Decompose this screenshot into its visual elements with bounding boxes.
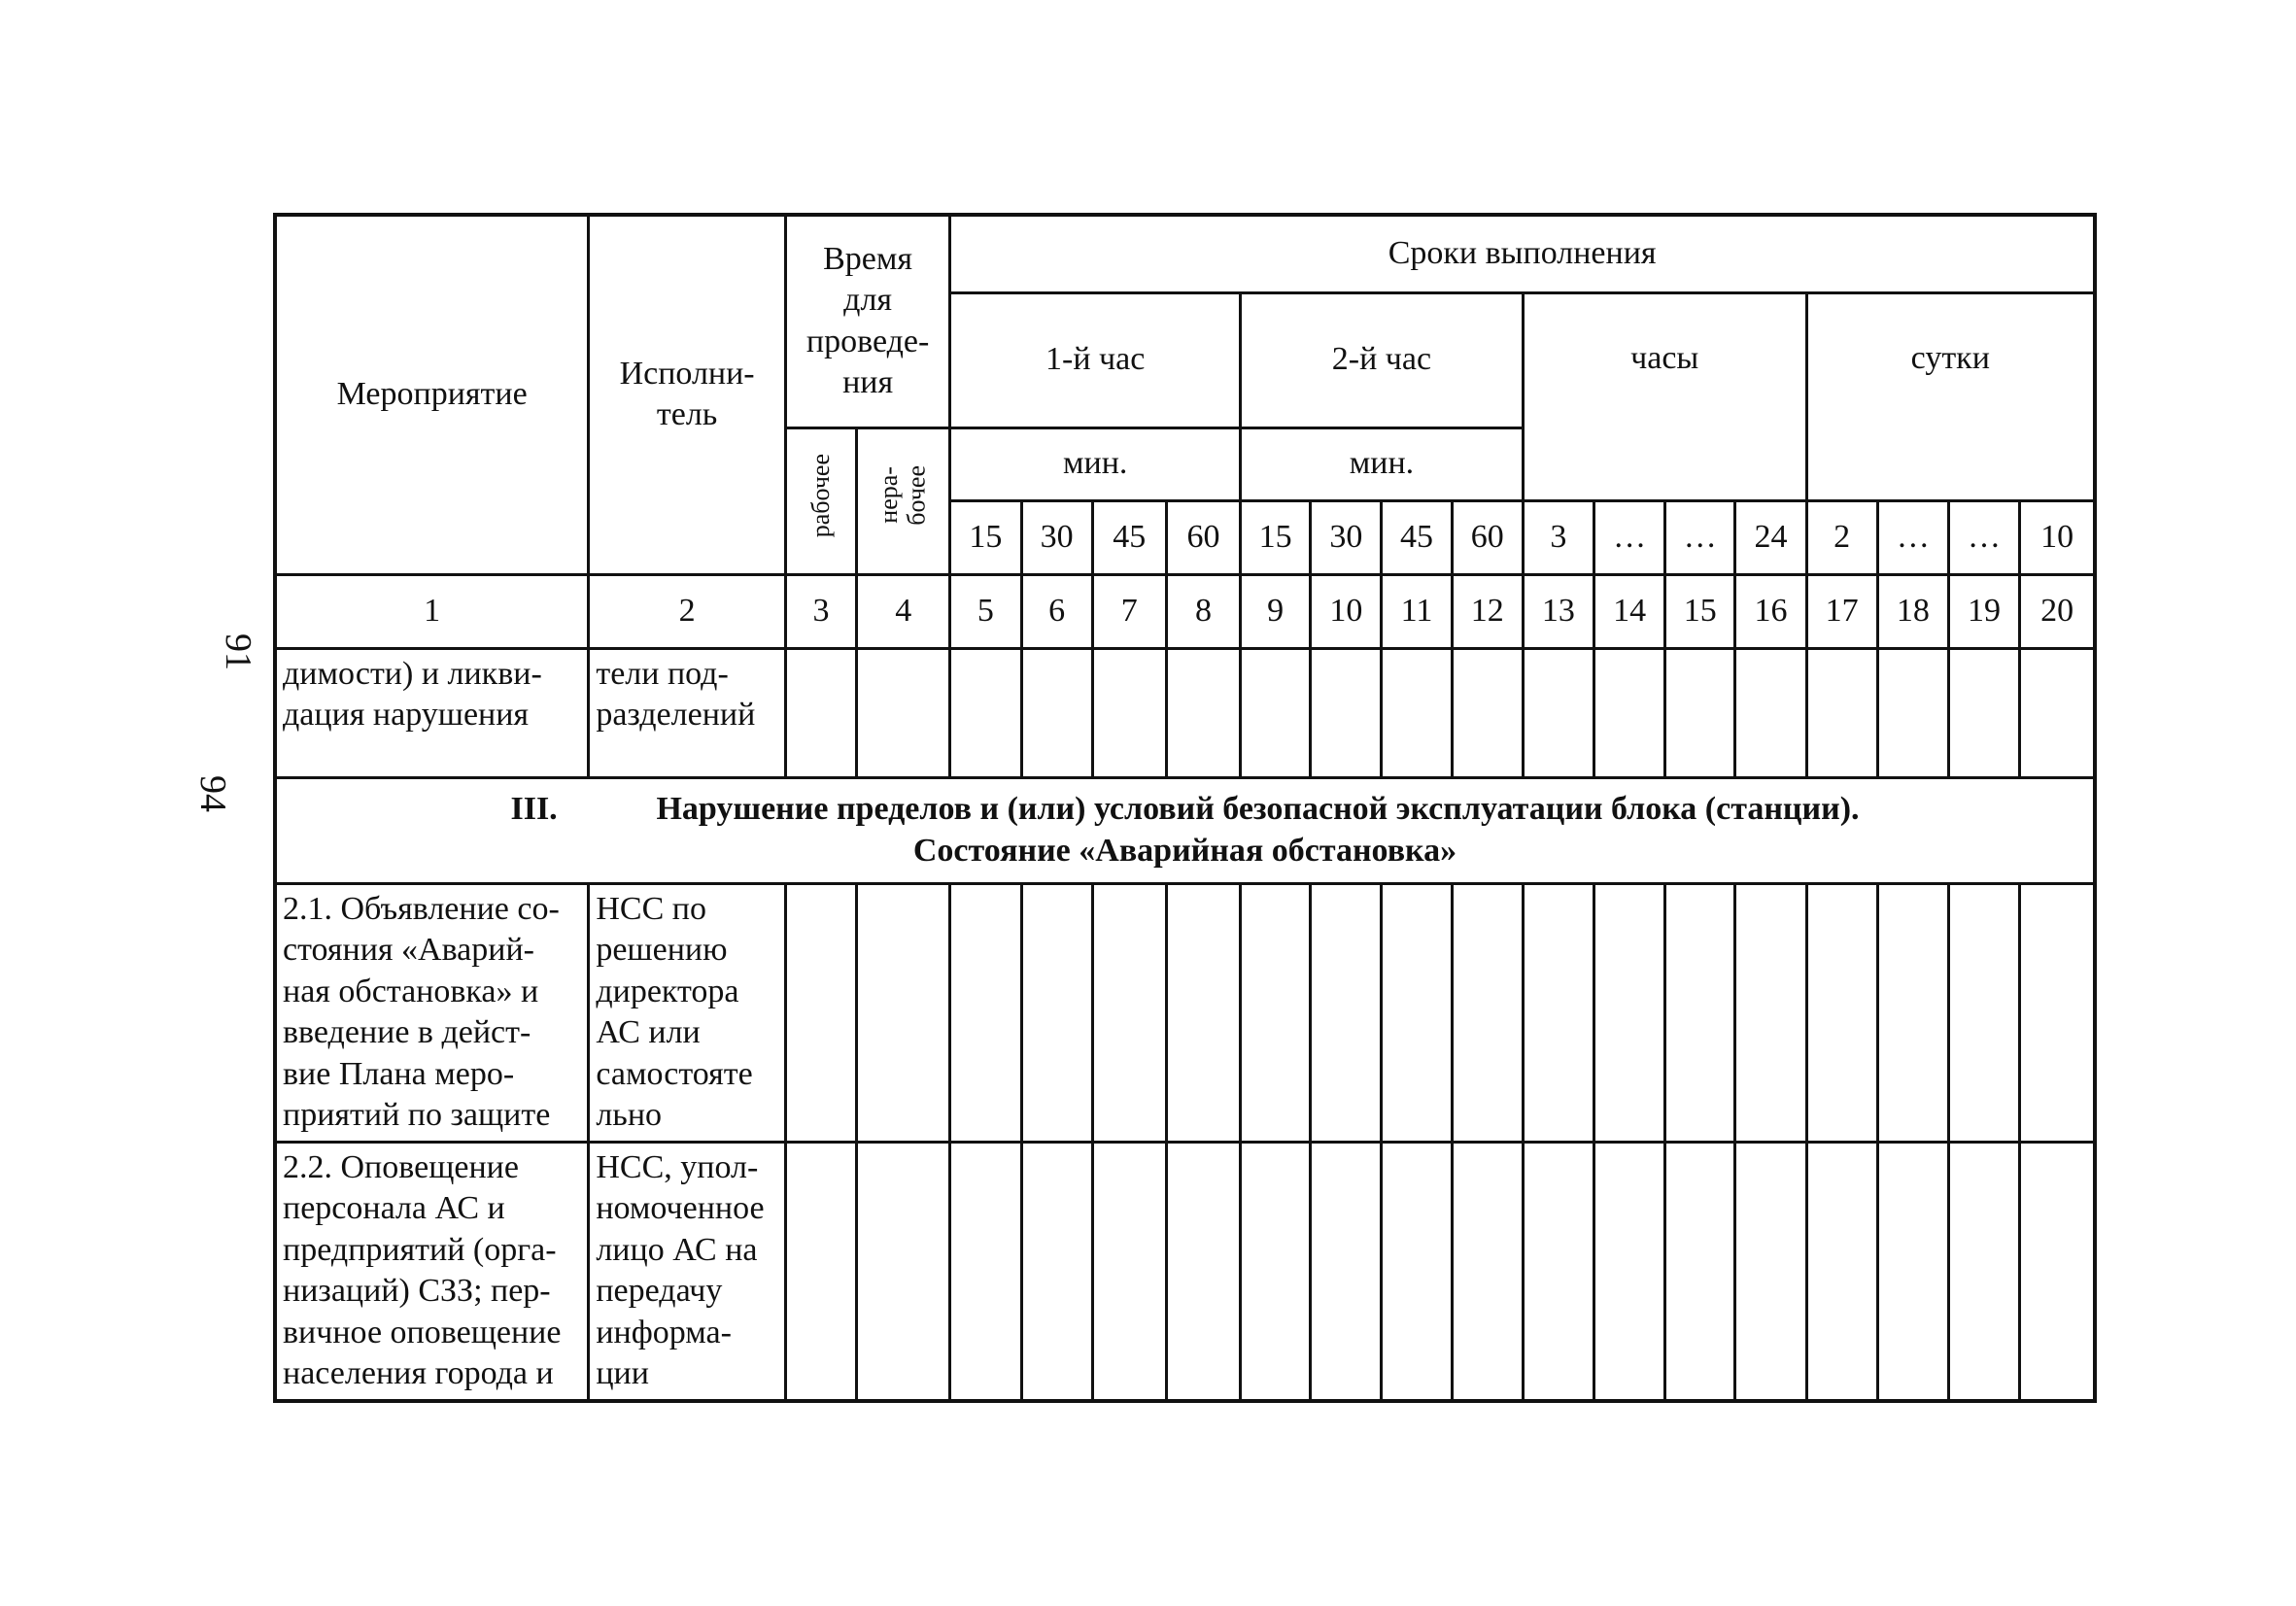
column-number: 7 [1092,574,1166,648]
tick: … [1948,500,2019,574]
cell [1241,1142,1311,1401]
row-executor: НСС, упол- номоченное лицо АС на передачу информа- ции [589,1142,786,1401]
tick: … [1877,500,1948,574]
page-number-94: 94 [192,775,233,812]
cell [1665,883,1735,1142]
column-number: 14 [1594,574,1665,648]
cell [1382,883,1452,1142]
cell [1948,1142,2019,1401]
header-time: Время для проведе- ния [785,215,949,427]
section-title-2: Состояние «Аварийная обстановка» [912,832,1457,869]
cell [1806,648,1877,777]
cell [1735,883,1806,1142]
header-working-text: рабочее [805,453,835,537]
row-executor: НСС по решению директора АС или самостояте льно [589,883,786,1142]
cell [1092,648,1166,777]
action-plan-table [273,213,2097,1403]
tick: 15 [950,500,1021,574]
cell [1021,648,1092,777]
cell [1092,883,1166,1142]
table-row [275,648,2095,777]
cell [1877,648,1948,777]
cell [950,648,1021,777]
header-nonworking [857,427,950,574]
cell [857,648,950,777]
cell [1665,1142,1735,1401]
column-number: 3 [785,574,856,648]
header-min2: мин. [1241,427,1524,500]
tick: 15 [1241,500,1311,574]
cell [1021,883,1092,1142]
column-number: 10 [1311,574,1382,648]
header-activity-text: Мероприятие [336,376,528,412]
row-activity: 2.2. Оповещение персонала АС и предприятий (орга- низаций) СЗЗ; пер- вичное оповещение населения города и [275,1142,589,1401]
cell [1523,883,1593,1142]
cell [1594,883,1665,1142]
cell [857,883,950,1142]
row-executor: тели под- разделений [589,648,786,777]
cell [1452,1142,1523,1401]
cell [2020,1142,2095,1401]
cell [1311,883,1382,1142]
tick: 24 [1735,500,1806,574]
cell [1948,883,2019,1142]
tick: 10 [2020,500,2095,574]
cell [1735,648,1806,777]
header-activity [275,215,589,574]
table-row [275,1142,2095,1401]
column-number: 13 [1523,574,1593,648]
cell [1241,883,1311,1142]
cell [1665,648,1735,777]
tick: 45 [1092,500,1166,574]
tick: 60 [1452,500,1523,574]
cell [1806,883,1877,1142]
column-number: 15 [1665,574,1735,648]
cell [785,883,856,1142]
cell [785,648,856,777]
column-number: 16 [1735,574,1806,648]
column-number: 5 [950,574,1021,648]
cell [1523,1142,1593,1401]
section-heading [275,777,2095,883]
column-number: 9 [1241,574,1311,648]
tick: … [1665,500,1735,574]
header-executor: Исполни- тель [589,215,786,574]
tick: 3 [1523,500,1593,574]
column-number: 12 [1452,574,1523,648]
cell [1166,883,1240,1142]
row-activity: димости) и ликви- дация нарушения [275,648,589,777]
column-number: 18 [1877,574,1948,648]
cell [1594,648,1665,777]
cell [1382,648,1452,777]
table-row [275,883,2095,1142]
header-nonworking-text: нера- бочее [874,464,931,526]
cell [1452,883,1523,1142]
cell [1594,1142,1665,1401]
section-row [275,777,2095,883]
row-activity: 2.1. Объявление со- стояния «Аварий- ная обстановка» и введение в дейст- вие Плана меро- приятий по защите [275,883,589,1142]
header-hours: часы [1523,292,1806,500]
cell [950,1142,1021,1401]
header-days: сутки [1806,292,2095,500]
cell [1382,1142,1452,1401]
column-number: 17 [1806,574,1877,648]
column-number: 2 [589,574,786,648]
header-min1: мин. [950,427,1241,500]
column-number: 4 [857,574,950,648]
cell [950,883,1021,1142]
column-number: 6 [1021,574,1092,648]
header-hour1: 1-й час [950,292,1241,427]
tick: … [1594,500,1665,574]
header-working [785,427,856,574]
cell [1021,1142,1092,1401]
page-number-91: 91 [218,633,258,670]
cell [857,1142,950,1401]
column-number: 1 [275,574,589,648]
cell [1311,648,1382,777]
header-hour2: 2-й час [1241,292,1524,427]
cell [1166,648,1240,777]
section-title-1: Нарушение пределов и (или) условий безопасной эксплуатации блока (станции). [656,791,1860,827]
cell [1092,1142,1166,1401]
tick: 60 [1166,500,1240,574]
cell [1241,648,1311,777]
cell [1523,648,1593,777]
column-number: 20 [2020,574,2095,648]
cell [1877,883,1948,1142]
cell [1735,1142,1806,1401]
section-number: III. [510,791,558,827]
tick: 45 [1382,500,1452,574]
cell [1452,648,1523,777]
tick: 30 [1311,500,1382,574]
cell [1877,1142,1948,1401]
cell [2020,883,2095,1142]
cell [2020,648,2095,777]
column-number: 8 [1166,574,1240,648]
tick: 2 [1806,500,1877,574]
header-deadlines: Сроки выполнения [950,215,2095,292]
tick: 30 [1021,500,1092,574]
cell [1948,648,2019,777]
section-line-1 [277,789,2093,831]
cell [1806,1142,1877,1401]
cell [1166,1142,1240,1401]
column-number: 11 [1382,574,1452,648]
cell [785,1142,856,1401]
cell [1311,1142,1382,1401]
column-number: 19 [1948,574,2019,648]
